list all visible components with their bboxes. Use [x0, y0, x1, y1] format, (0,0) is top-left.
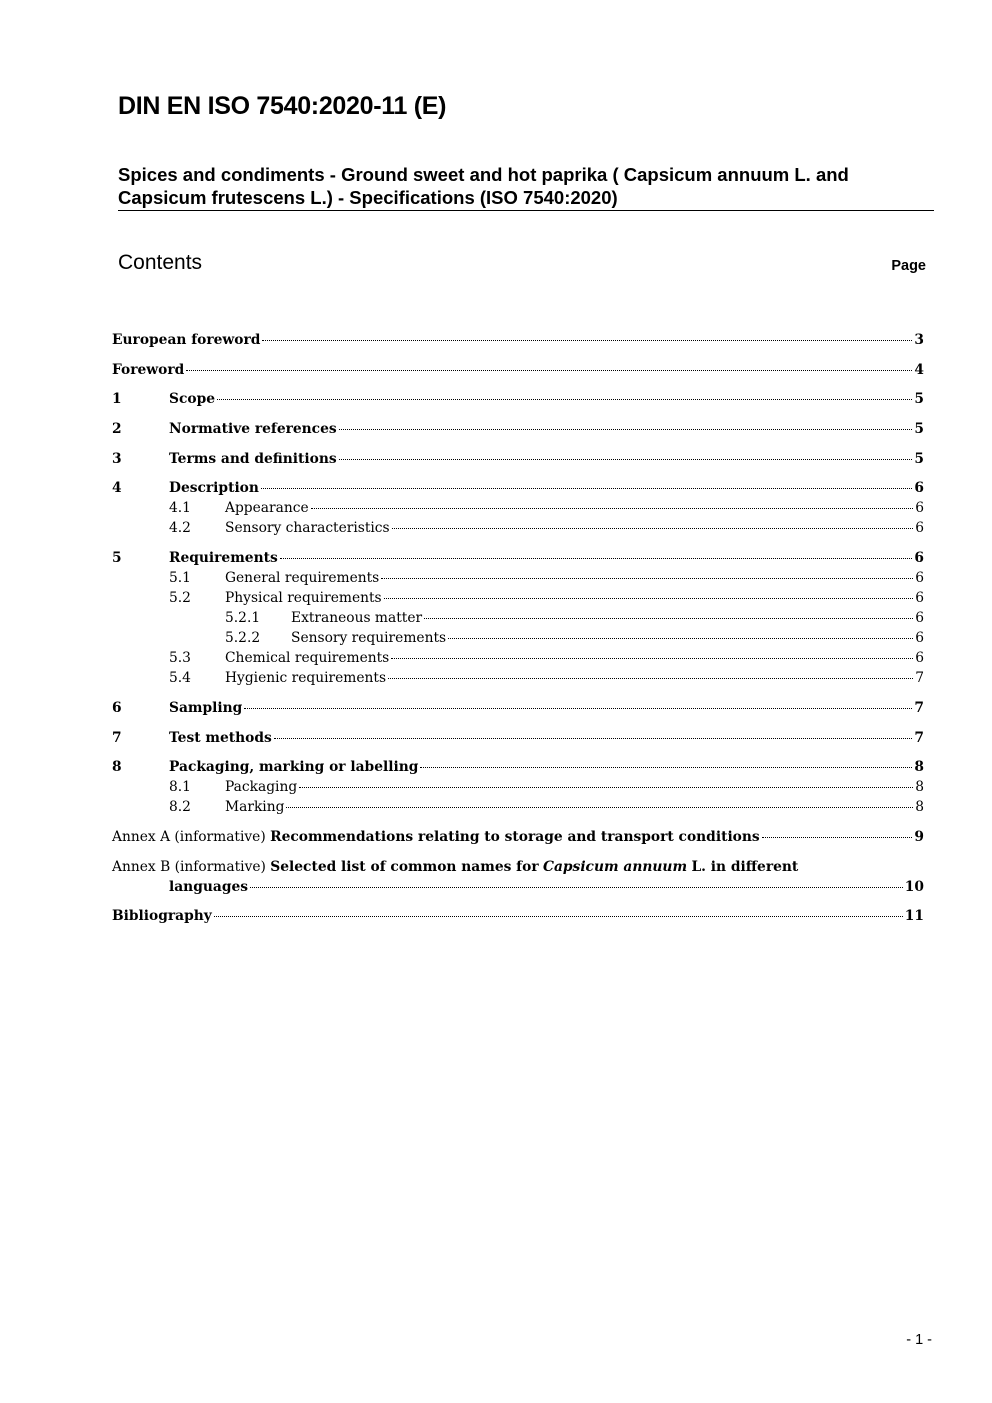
toc-title: Terms and definitions: [169, 450, 337, 467]
toc-number: 6: [112, 699, 122, 716]
toc-leader: [388, 678, 913, 679]
toc-entry-5-2-1[interactable]: [112, 608, 924, 628]
toc-page: 8: [914, 759, 924, 776]
document-id: DIN EN ISO 7540:2020-11 (E): [118, 92, 447, 120]
toc-title: Packaging, marking or labelling: [169, 759, 419, 776]
toc-leader: [286, 807, 913, 808]
toc-leader: [214, 916, 903, 917]
toc-title: European foreword: [112, 332, 261, 348]
toc-entry-5-3[interactable]: [112, 648, 924, 668]
toc-title: [112, 857, 798, 877]
toc-leader: [392, 528, 914, 529]
toc-page: 6: [914, 480, 924, 497]
toc-number: 8.2: [169, 799, 191, 816]
subtitle-line-1: Spices and condiments - Ground sweet and hot paprika ( Capsicum annuum L. and: [118, 164, 849, 185]
toc-number: 3: [112, 450, 122, 467]
toc-page: 10: [904, 878, 924, 895]
toc-number: 5: [112, 550, 122, 567]
toc-number: 4.1: [169, 500, 191, 517]
toc-number: 5.2.2: [225, 630, 261, 647]
subtitle-line-2: Capsicum frutescens L.) - Specifications (ISO 7540:2020): [118, 187, 618, 208]
toc-entry-5-2-2[interactable]: [112, 628, 924, 648]
toc-page: 5: [914, 391, 924, 408]
toc-number: 5.2: [169, 590, 191, 607]
toc-entry-annex-b[interactable]: [112, 857, 924, 877]
toc-page: 6: [914, 550, 924, 567]
toc-entry-3[interactable]: [112, 449, 924, 469]
toc-title: Hygienic requirements: [225, 670, 387, 687]
toc-leader: [448, 638, 913, 639]
toc-page: 6: [915, 520, 924, 537]
toc-page: 9: [914, 828, 924, 845]
toc-leader: [217, 399, 912, 400]
toc-title: Extraneous matter: [291, 610, 423, 627]
toc-title: Requirements: [169, 550, 278, 567]
toc-page: 6: [915, 610, 924, 627]
annex-label: Annex A: [112, 828, 171, 845]
toc-entry-1[interactable]: [112, 389, 924, 409]
toc-number: 8.1: [169, 779, 191, 796]
toc-entry-4-1[interactable]: [112, 498, 924, 518]
page-column-heading: Page: [891, 258, 926, 274]
toc-entry-annex-a[interactable]: [112, 827, 924, 847]
toc-page: 6: [915, 630, 924, 647]
toc-leader: [424, 618, 913, 619]
toc-number: 1: [112, 391, 122, 408]
toc-leader: [186, 370, 912, 371]
toc-page: 6: [915, 500, 924, 517]
toc-entry-8-2[interactable]: [112, 797, 924, 817]
toc-title: [112, 827, 760, 847]
toc-title: Chemical requirements: [225, 650, 390, 667]
toc-number: 4: [112, 480, 122, 497]
toc-number: 5.4: [169, 670, 191, 687]
annex-title-b: L. in different: [691, 858, 799, 875]
toc-title: Sensory requirements: [291, 630, 447, 647]
toc-title: Packaging: [225, 779, 298, 796]
toc-title: Appearance: [225, 500, 309, 517]
toc-page: 3: [914, 332, 924, 348]
toc-title: Foreword: [112, 361, 185, 378]
toc-entry-5[interactable]: [112, 548, 924, 568]
toc-title: languages: [169, 878, 249, 895]
toc-title: Test methods: [169, 729, 272, 746]
annex-info: (informative): [174, 828, 266, 845]
annex-label: Annex B: [112, 858, 171, 875]
annex-title-a: Selected list of common names for: [270, 858, 539, 875]
title-rule: [118, 210, 934, 211]
toc-page: 7: [914, 729, 924, 746]
toc-entry-annex-b-continued[interactable]: [112, 877, 924, 897]
toc-leader: [280, 558, 913, 559]
table-of-contents: [112, 330, 924, 926]
toc-title: Sensory characteristics: [225, 520, 390, 537]
annex-title: Recommendations relating to storage and transport conditions: [270, 828, 760, 845]
toc-entry-4[interactable]: [112, 478, 924, 498]
toc-number: 4.2: [169, 520, 191, 537]
toc-entry-bibliography[interactable]: [112, 906, 924, 926]
toc-title: General requirements: [225, 570, 380, 587]
toc-number: 2: [112, 421, 122, 438]
toc-title: Physical requirements: [225, 590, 382, 607]
toc-page: 5: [914, 450, 924, 467]
toc-page: 4: [914, 361, 924, 378]
toc-page: 5: [914, 421, 924, 438]
toc-leader: [339, 429, 913, 430]
toc-title: Sampling: [169, 699, 243, 716]
toc-entry-5-2[interactable]: [112, 588, 924, 608]
toc-page: 6: [915, 570, 924, 587]
toc-entry-4-2[interactable]: [112, 518, 924, 538]
toc-leader: [339, 459, 913, 460]
toc-title: Scope: [169, 391, 215, 408]
toc-page: 11: [904, 908, 924, 925]
contents-heading: Contents: [118, 251, 203, 274]
toc-leader: [299, 787, 913, 788]
toc-entry-foreword[interactable]: [112, 360, 924, 380]
toc-leader: [311, 508, 914, 509]
toc-entry-5-1[interactable]: [112, 568, 924, 588]
toc-number: 8: [112, 759, 122, 776]
toc-page: 8: [915, 779, 924, 796]
toc-number: 5.3: [169, 650, 191, 667]
toc-entry-6[interactable]: [112, 698, 924, 718]
toc-page: 6: [915, 650, 924, 667]
toc-entry-8-1[interactable]: [112, 777, 924, 797]
document-subtitle: [118, 163, 934, 209]
toc-number: 5.1: [169, 570, 191, 587]
toc-page: 7: [914, 699, 924, 716]
toc-title: Marking: [225, 799, 285, 816]
toc-page: 8: [915, 799, 924, 816]
toc-entry-7[interactable]: [112, 728, 924, 748]
toc-leader: [262, 340, 912, 341]
toc-leader: [384, 598, 914, 599]
toc-page: 7: [915, 670, 924, 687]
toc-entry-european-foreword[interactable]: [112, 330, 924, 350]
annex-species: Capsicum annuum: [542, 858, 688, 875]
toc-leader: [250, 887, 903, 888]
toc-title: Description: [169, 480, 259, 497]
toc-entry-5-4[interactable]: [112, 668, 924, 688]
toc-page: 6: [915, 590, 924, 607]
toc-entry-2[interactable]: [112, 419, 924, 439]
toc-leader: [762, 837, 913, 838]
toc-number: 7: [112, 729, 122, 746]
toc-leader: [381, 578, 913, 579]
toc-entry-8[interactable]: [112, 757, 924, 777]
toc-title: Normative references: [169, 421, 337, 438]
toc-leader: [391, 658, 913, 659]
toc-number: 5.2.1: [225, 610, 261, 627]
toc-leader: [261, 488, 912, 489]
toc-leader: [274, 738, 913, 739]
toc-title: Bibliography: [112, 908, 212, 925]
annex-info: (informative): [174, 858, 266, 875]
page-number: - 1 -: [906, 1332, 932, 1348]
toc-leader: [420, 767, 912, 768]
toc-leader: [244, 708, 912, 709]
